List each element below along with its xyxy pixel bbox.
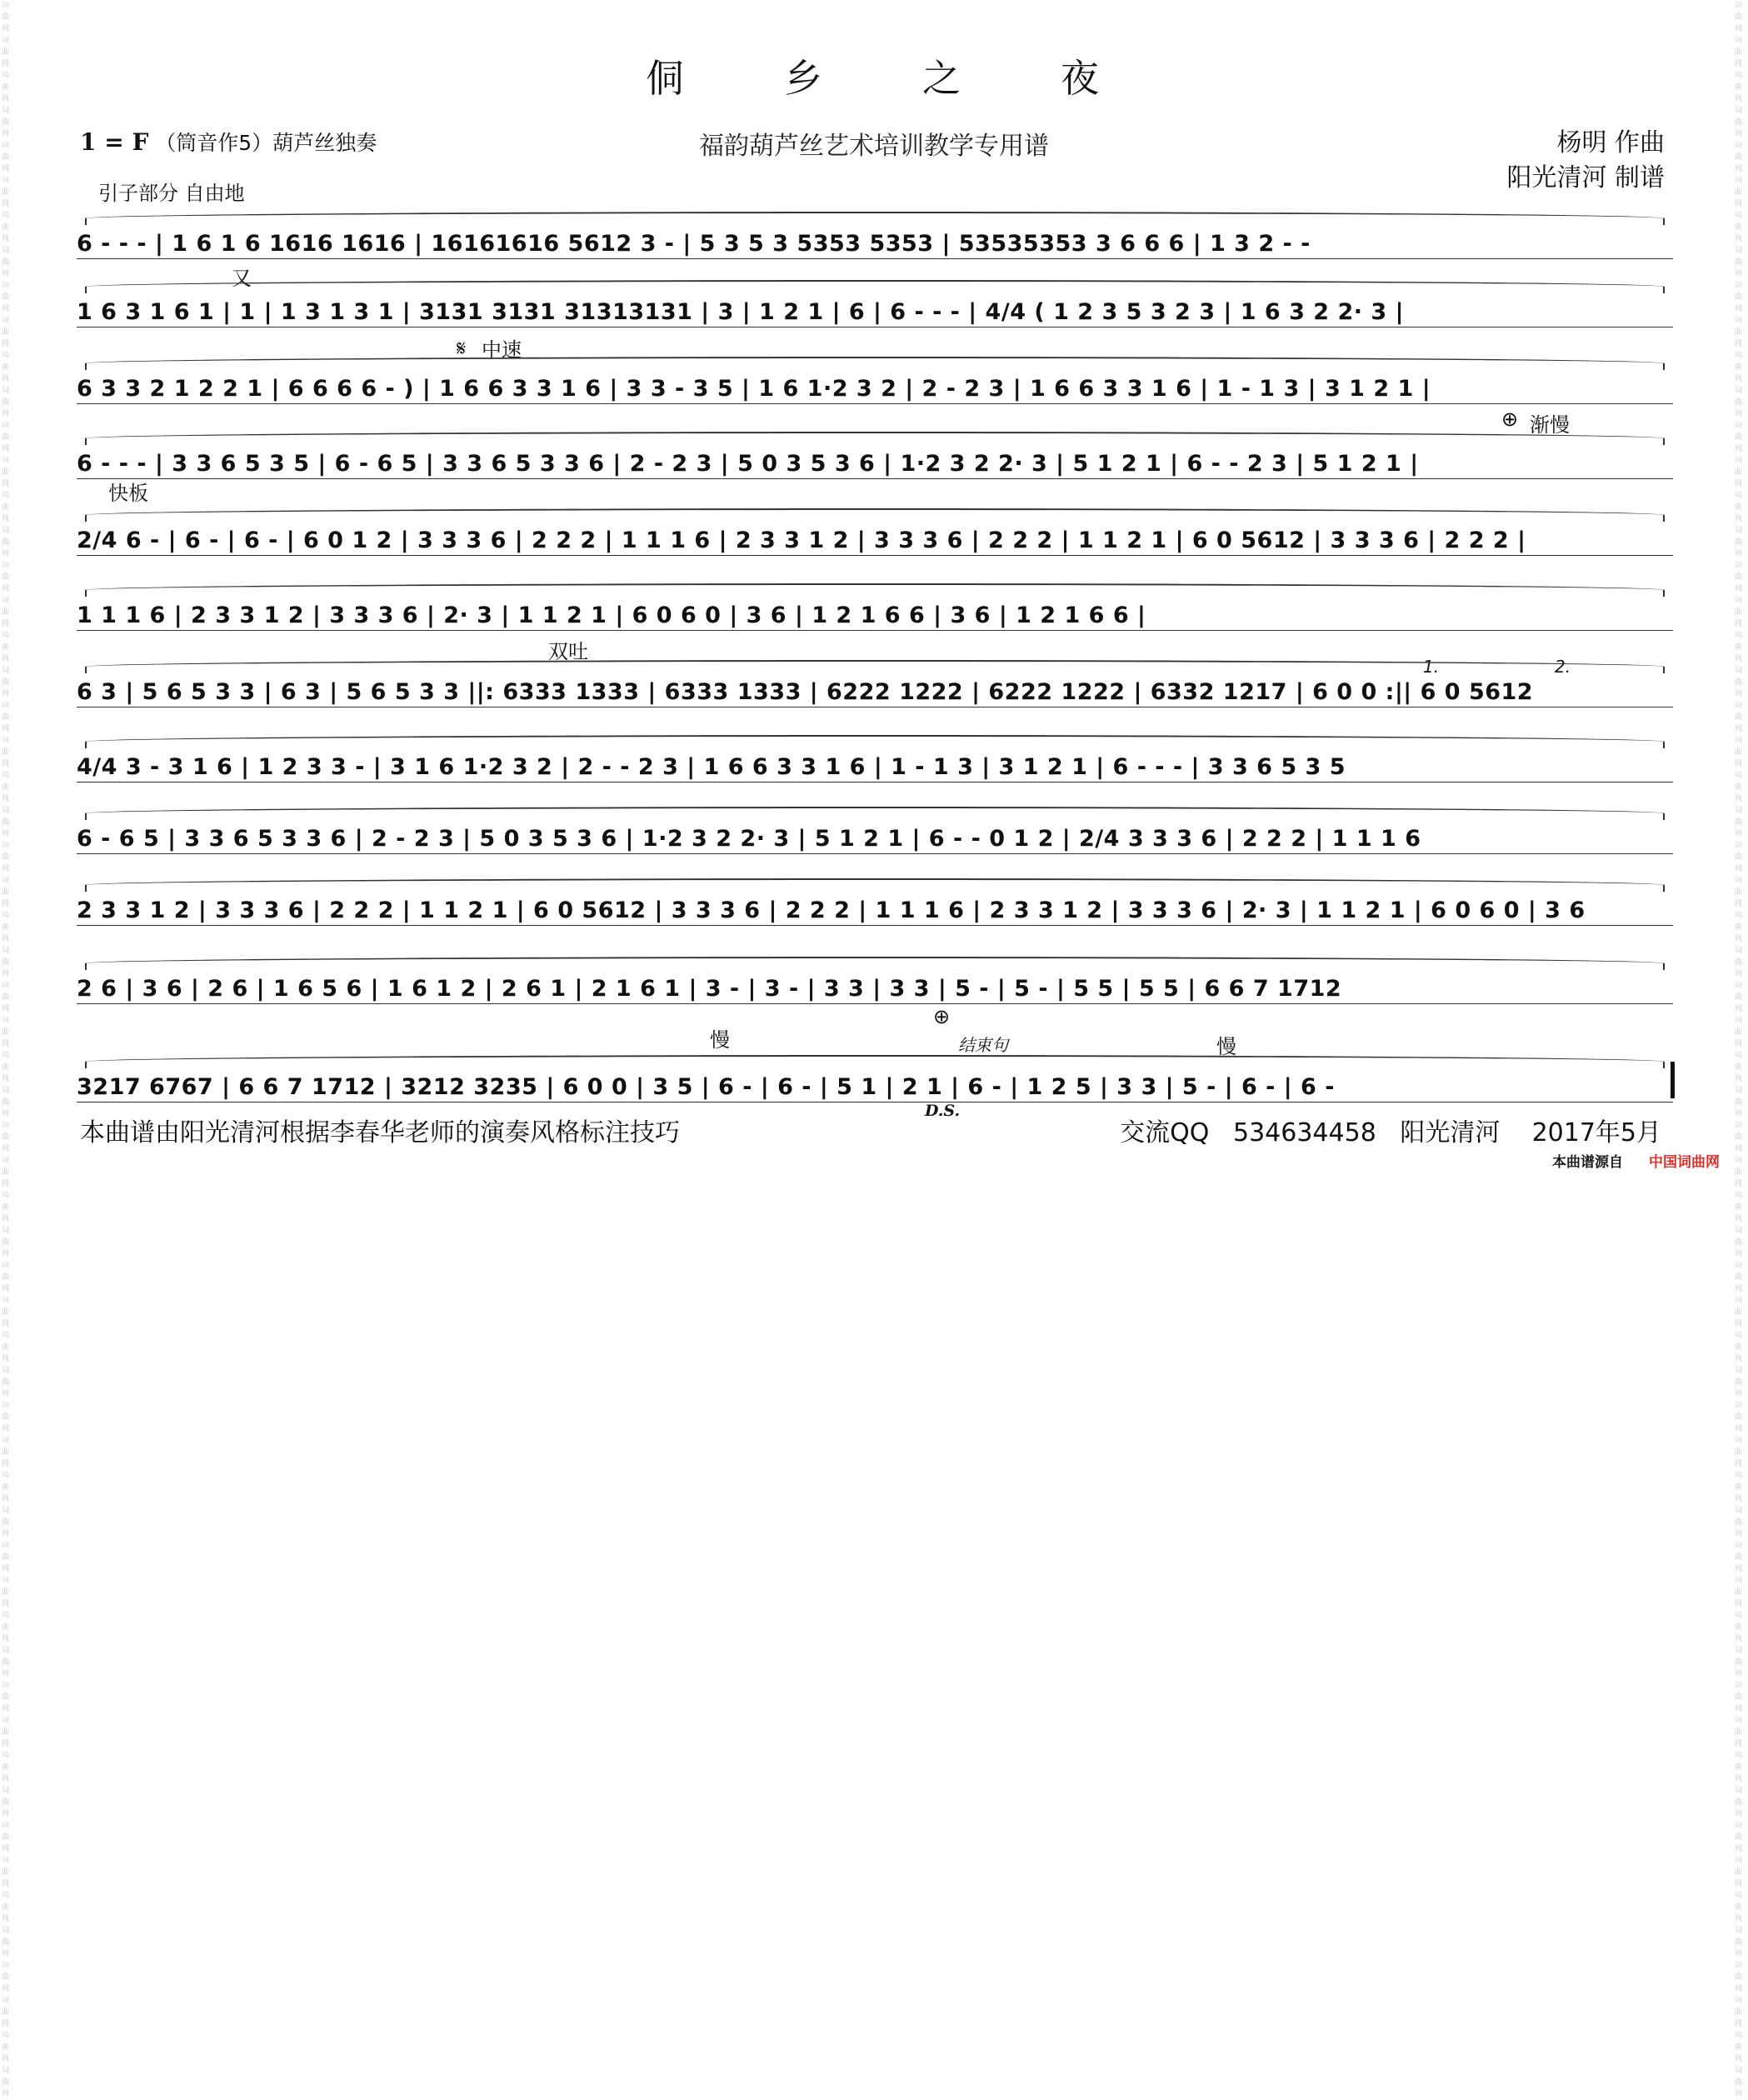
notation: 4/4 3 - 3 1 6 | 1 2 3 3 - | 3 1 6 1·2 3 2 | 2 - - 2 3 | 1 6 6 3 3 1 6 | 1 - 1 3 | 3 1 2 1 | 6 - - - | 3 3 6 5 3 5 xyxy=(77,754,1346,780)
notation: 2 3 3 1 2 | 3 3 3 6 | 2 2 2 | 1 1 2 1 | 6 0 5612 | 3 3 3 6 | 2 2 2 | 1 1 1 6 | 2 3 3 1 2 | 3 3 3 6 | 2· 3 | 1 1 2 1 | 6 0 6 0 | 3 6 xyxy=(77,898,1586,923)
score-line-7 xyxy=(77,660,1673,710)
mark-man-1: 慢 xyxy=(710,1028,730,1052)
footer-contact xyxy=(1120,1112,1661,1148)
footer-author: 阳光清河 xyxy=(1400,1118,1501,1148)
notation: 6 - - - | 3 3 6 5 3 5 | 6 - 6 5 | 3 3 6 5 3 3 6 | 2 - 2 3 | 5 0 3 5 3 6 | 1·2 3 2 2· 3 | 5 1 2 1 | 6 - - 2 3 | 5 1 2 1 | xyxy=(77,451,1419,477)
right-watermark: 词曲网词曲网词曲网词曲网词曲网词曲网词曲网词曲网词曲网词曲网词曲网词曲网词曲网词曲网词曲网词曲网词曲网词曲网词曲网词曲网词曲网词曲网词曲网词曲网词曲网词曲网词曲网词曲网词曲网词曲网词曲网词曲网词曲网词曲网词曲网词曲网词曲网词曲网词曲网词曲网词曲网词曲网词曲网词曲网词曲网词曲网词曲网词曲网词曲网词曲网词曲网词曲网词曲网词曲网词曲网词曲网词曲网词曲网词曲网词曲网 xyxy=(1735,2,1743,2098)
notation: 3217 6767 | 6 6 7 1712 | 3212 3235 | 6 0 0 | 3 5 | 6 - | 6 - | 5 1 | 2 1 | 6 - | 1 2 5 | 3 3 | 5 - | 6 - | 6 - xyxy=(77,1074,1335,1100)
source-site-link[interactable]: 中国词曲网 xyxy=(1649,1154,1720,1171)
score-line-8 xyxy=(77,735,1673,785)
da-segno: D.S. xyxy=(925,1102,961,1120)
score-line-1 xyxy=(77,212,1673,262)
score-line-9 xyxy=(77,807,1673,857)
key-value: 1 = F xyxy=(80,128,149,156)
notation: 2/4 6 - | 6 - | 6 - | 6 0 1 2 | 3 3 3 6 | 2 2 2 | 1 1 1 6 | 2 3 3 1 2 | 3 3 3 6 | 2 2 2 | 1 1 2 1 | 6 0 5612 | 3 3 3 6 | 2 2 2 | xyxy=(77,528,1526,553)
coda-icon: ⊕ xyxy=(1501,408,1519,431)
title-char: 夜 xyxy=(1061,56,1102,101)
volta-1: 1. xyxy=(1423,657,1440,677)
mark-man-2: 慢 xyxy=(1216,1035,1236,1058)
footer-date: 2017年5月 xyxy=(1531,1118,1661,1148)
mark-jieshuju: 结束句 xyxy=(958,1035,1008,1055)
coda-icon-2: ⊕ xyxy=(933,1005,951,1028)
score-line-5 xyxy=(77,508,1673,558)
qq-label: 交流QQ xyxy=(1120,1118,1210,1148)
mark-you: 又 xyxy=(232,267,252,290)
arranger-credit: 阳光清河 制谱 xyxy=(1506,163,1665,192)
title-char: 侗 xyxy=(646,56,687,101)
left-watermark: 词曲网词曲网词曲网词曲网词曲网词曲网词曲网词曲网词曲网词曲网词曲网词曲网词曲网词曲网词曲网词曲网词曲网词曲网词曲网词曲网词曲网词曲网词曲网词曲网词曲网词曲网词曲网词曲网词曲网词曲网词曲网词曲网词曲网词曲网词曲网词曲网词曲网词曲网词曲网词曲网词曲网词曲网词曲网词曲网词曲网词曲网词曲网词曲网词曲网词曲网词曲网词曲网词曲网词曲网词曲网词曲网词曲网词曲网词曲网词曲网 xyxy=(2,2,10,2098)
mark-shuangtu: 双吐 xyxy=(548,640,588,663)
notation: 6 3 3 2 1 2 2 1 | 6 6 6 6 - ) | 1 6 6 3 3 1 6 | 3 3 - 3 5 | 1 6 1·2 3 2 | 2 - 2 3 | 1 6 6 3 3 1 6 | 1 - 1 3 | 3 1 2 1 | xyxy=(77,376,1431,402)
score-line-6 xyxy=(77,583,1673,633)
score-line-11 xyxy=(77,957,1673,1007)
source-label: 本曲谱源自 xyxy=(1552,1154,1623,1171)
score-line-12 xyxy=(77,1055,1673,1105)
footer-note: 本曲谱由阳光清河根据李春华老师的演奏风格标注技巧 xyxy=(80,1118,680,1148)
notation: 1 6 3 1 6 1 | 1 | 1 3 1 3 1 | 3131 3131 31313131 | 3 | 1 2 1 | 6 | 6 - - - | 4/4 ( 1 2 3 5 3 2 3 | 1 6 3 2 2· 3 | xyxy=(77,299,1404,325)
score-line-3 xyxy=(77,357,1673,407)
title-char: 乡 xyxy=(784,56,826,101)
key-signature xyxy=(80,127,377,157)
score-line-2 xyxy=(77,280,1673,330)
intro-label: 引子部分 自由地 xyxy=(98,182,245,205)
final-barline xyxy=(1671,1062,1675,1098)
title-char: 之 xyxy=(922,56,964,101)
notation: 2 6 | 3 6 | 2 6 | 1 6 5 6 | 1 6 1 2 | 2 6 1 | 2 1 6 1 | 3 - | 3 - | 3 3 | 3 3 | 5 - | 5 - | 5 5 | 5 5 | 6 6 7 1712 xyxy=(77,976,1342,1002)
notation: 1 1 1 6 | 2 3 3 1 2 | 3 3 3 6 | 2· 3 | 1 1 2 1 | 6 0 6 0 | 3 6 | 1 2 1 6 6 | 3 6 | 1 2 1 6 6 | xyxy=(77,602,1146,628)
page-title xyxy=(0,48,1748,103)
score-line-10 xyxy=(77,878,1673,928)
notation: 6 - 6 5 | 3 3 6 5 3 3 6 | 2 - 2 3 | 5 0 3 5 3 6 | 1·2 3 2 2· 3 | 5 1 2 1 | 6 - - 0 1 2 | 2/4 3 3 3 6 | 2 2 2 | 1 1 1 6 xyxy=(77,826,1421,852)
key-note: （筒音作5）葫芦丝独奏 xyxy=(155,131,377,155)
subtitle: 福韵葫芦丝艺术培训教学专用谱 xyxy=(699,132,1049,161)
notation: 6 3 | 5 6 5 3 3 | 6 3 | 5 6 5 3 3 ||: 6333 1333 | 6333 1333 | 6222 1222 | 6222 1222 | 6332 1217 | 6 0 0 :|| 6 0 5612 xyxy=(77,679,1534,705)
volta-2: 2. xyxy=(1555,657,1571,677)
mark-jianman: 渐慢 xyxy=(1530,413,1570,437)
mark-zhongsu: 中速 xyxy=(482,338,522,362)
qq-number: 534634458 xyxy=(1233,1118,1376,1148)
notation: 6 - - - | 1 6 1 6 1616 1616 | 16161616 5612 3 - | 5 3 5 3 5353 5353 | 53535353 3 6 6 6 | 1 3 2 - - xyxy=(77,231,1311,257)
composer-credit: 杨明 作曲 xyxy=(1556,128,1665,158)
score-line-4 xyxy=(77,432,1673,482)
segno-icon: 𝄋 xyxy=(457,337,467,362)
mark-kuaiban: 快板 xyxy=(108,482,148,505)
